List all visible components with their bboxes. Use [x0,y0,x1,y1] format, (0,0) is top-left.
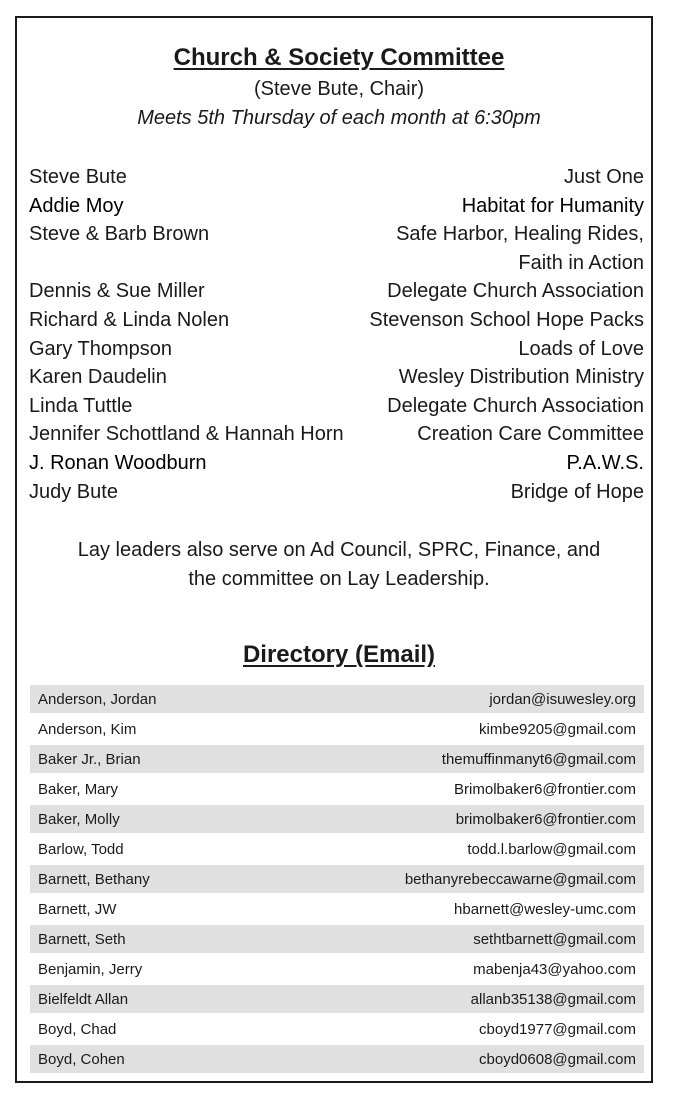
member-row [29,335,644,364]
member-name: J. Ronan Woodburn [29,451,207,474]
lay-leaders-note [0,536,678,593]
table-row [30,955,644,983]
contact-name: Bielfeldt Allan [38,990,129,1008]
member-row [29,163,644,192]
contact-email[interactable]: jordan@isuwesley.org [489,690,636,708]
member-ministry: Loads of Love [518,337,644,360]
member-name: Addie Moy [29,194,124,217]
member-row [29,220,644,277]
committee-chair: (Steve Bute, Chair) [253,78,425,100]
contact-name: Barlow, Todd [38,840,124,858]
note-line: Lay leaders also serve on Ad Council, SPRC, Finance, and [77,539,601,561]
table-row [30,805,644,833]
contact-email[interactable]: kimbe9205@gmail.com [479,720,636,738]
table-row [30,985,644,1013]
member-ministry: Creation Care Committee [417,423,644,446]
contact-name: Baker Jr., Brian [38,750,141,768]
member-name: Jennifer Schottland & Hannah Horn [29,423,344,446]
table-row [30,775,644,803]
member-row [29,363,644,392]
contact-name: Barnett, Bethany [38,870,150,888]
contact-email[interactable]: Brimolbaker6@frontier.com [454,780,636,798]
table-row [30,1045,644,1073]
contact-name: Barnett, Seth [38,930,126,948]
contact-email[interactable]: hbarnett@wesley-umc.com [454,900,636,918]
directory-title: Directory (Email) [242,641,436,668]
table-row [30,715,644,743]
table-row [30,1015,644,1043]
member-row [29,392,644,421]
member-row [29,277,644,306]
contact-name: Benjamin, Jerry [38,960,143,978]
contact-email[interactable]: todd.l.barlow@gmail.com [467,840,636,858]
contact-email[interactable]: sethtbarnett@gmail.com [473,930,636,948]
member-ministry: Habitat for Humanity [461,194,644,217]
contact-name: Boyd, Cohen [38,1050,125,1068]
member-ministry: Stevenson School Hope Packs [369,308,644,331]
contact-name: Baker, Molly [38,810,120,828]
member-name: Judy Bute [29,480,118,503]
meeting-schedule: Meets 5th Thursday of each month at 6:30pm [137,107,541,129]
contact-name: Boyd, Chad [38,1020,117,1038]
table-row [30,895,644,923]
contact-email[interactable]: mabenja43@yahoo.com [473,960,636,978]
contact-name: Anderson, Jordan [38,690,157,708]
member-row [29,192,644,221]
contact-name: Anderson, Kim [38,720,137,738]
member-name: Richard & Linda Nolen [29,308,230,331]
contact-name: Baker, Mary [38,780,119,798]
table-row [30,685,644,713]
table-row [30,745,644,773]
member-ministry: Bridge of Hope [510,480,644,503]
member-row [29,449,644,478]
committee-title: Church & Society Committee [173,44,505,71]
member-ministry: Delegate Church Association [387,280,644,303]
table-row [30,925,644,953]
table-row [30,865,644,893]
member-name: Dennis & Sue Miller [29,280,205,303]
member-row [29,478,644,507]
contact-email[interactable]: bethanyrebeccawarne@gmail.com [404,870,636,888]
member-ministry: Wesley Distribution Ministry [398,366,644,389]
contact-email[interactable]: allanb35138@gmail.com [470,990,636,1008]
member-row [29,420,644,449]
member-ministry: Delegate Church Association [387,394,644,417]
contact-email[interactable]: cboyd0608@gmail.com [479,1050,636,1068]
contact-email[interactable]: cboyd1977@gmail.com [479,1020,636,1038]
note-line: the committee on Lay Leadership. [188,567,490,590]
member-name: Steve Bute [29,166,127,188]
member-row [29,306,644,335]
contact-email[interactable]: brimolbaker6@frontier.com [455,810,636,828]
member-ministry: Safe Harbor, Healing Rides, Faith in Action [396,223,644,274]
committee-member-list [29,163,644,506]
contact-name: Barnett, JW [38,900,117,918]
member-name: Gary Thompson [29,337,173,360]
member-name: Steve & Barb Brown [29,223,210,246]
member-name: Linda Tuttle [29,394,133,417]
table-row [30,835,644,863]
member-ministry: Just One [563,166,644,188]
contact-email[interactable]: themuffinmanyt6@gmail.com [441,750,636,768]
member-name: Karen Daudelin [29,366,167,389]
member-ministry: P.A.W.S. [566,451,644,474]
email-directory-table [30,685,644,1075]
